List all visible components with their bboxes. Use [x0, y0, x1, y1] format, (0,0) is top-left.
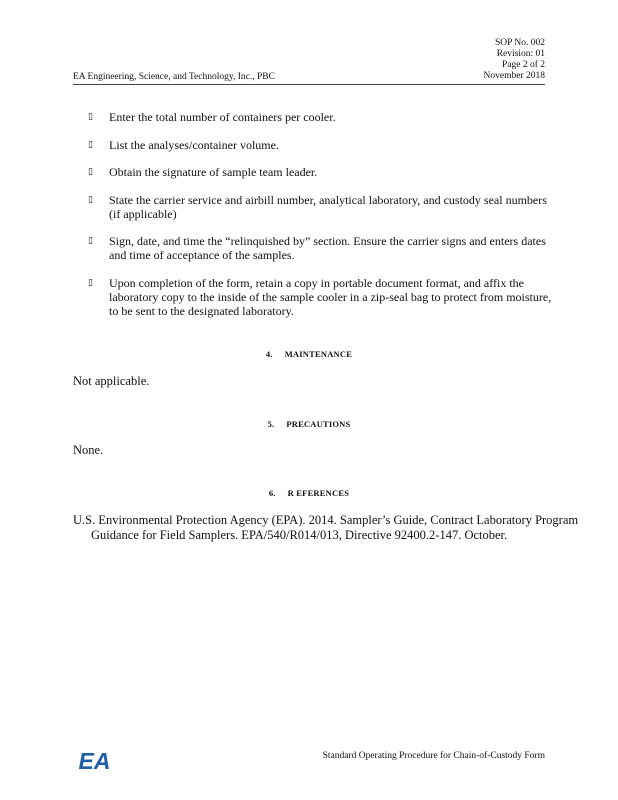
footer-title: Standard Operating Procedure for Chain-of-Custody Form: [322, 751, 545, 761]
list-item: ▯ Sign, date, and time the “relinquished by” section. Ensure the carrier signs and enters dates and time of acceptance of the samples.: [88, 234, 546, 262]
ea-logo: [73, 748, 116, 772]
section-heading-references: 6. R EFERENCES: [268, 488, 350, 498]
bullet-icon: ▯: [88, 167, 93, 177]
bullet-icon: ▯: [88, 236, 93, 246]
bullet-icon: ▯: [88, 277, 93, 288]
list-item: ▯ Enter the total number of containers per cooler.: [88, 110, 336, 124]
list-item: ▯ State the carrier service and airbill number, analytical laboratory, and custody seal numbers (if applicable): [88, 192, 547, 221]
bullet-icon: ▯: [88, 194, 93, 205]
page-number: Page 2 of 2: [501, 60, 545, 70]
maintenance-text: Not applicable.: [73, 374, 150, 388]
svg-text:EA: EA: [78, 748, 111, 772]
header-doc-info: [484, 38, 545, 82]
section-heading-precautions: 5. PRECAUTIONS: [267, 419, 351, 429]
doc-date: November 2018: [483, 71, 545, 81]
list-item: ▯ List the analyses/container volume.: [88, 137, 279, 152]
list-item: ▯ Upon completion of the form, retain a copy in portable document format, and affix the laboratory copy to the inside of the sample cooler in a zip-seal bag to protect from moisture, to be sent to the designated laboratory.: [88, 275, 552, 318]
sop-number: SOP No. 002: [494, 38, 545, 48]
bullet-icon: ▯: [88, 112, 93, 122]
section-heading-maintenance: 4. MAINTENANCE: [265, 349, 353, 359]
procedure-list: [88, 110, 558, 331]
precautions-text: None.: [73, 443, 104, 457]
reference-entry: U.S. Environmental Protection Agency (EPA). 2014. Sampler’s Guide, Contract Laboratory Program Guidance for Field Samplers. EPA/540/R014/013, Directive 92400.2-147. October.: [73, 513, 579, 542]
bullet-icon: ▯: [88, 139, 93, 150]
header-divider: [73, 84, 545, 85]
company-name: EA Engineering, Science, and Technology, Inc., PBC: [73, 72, 275, 82]
list-item: ▯ Obtain the signature of sample team leader.: [88, 165, 318, 179]
revision: Revision: 01: [496, 49, 545, 59]
